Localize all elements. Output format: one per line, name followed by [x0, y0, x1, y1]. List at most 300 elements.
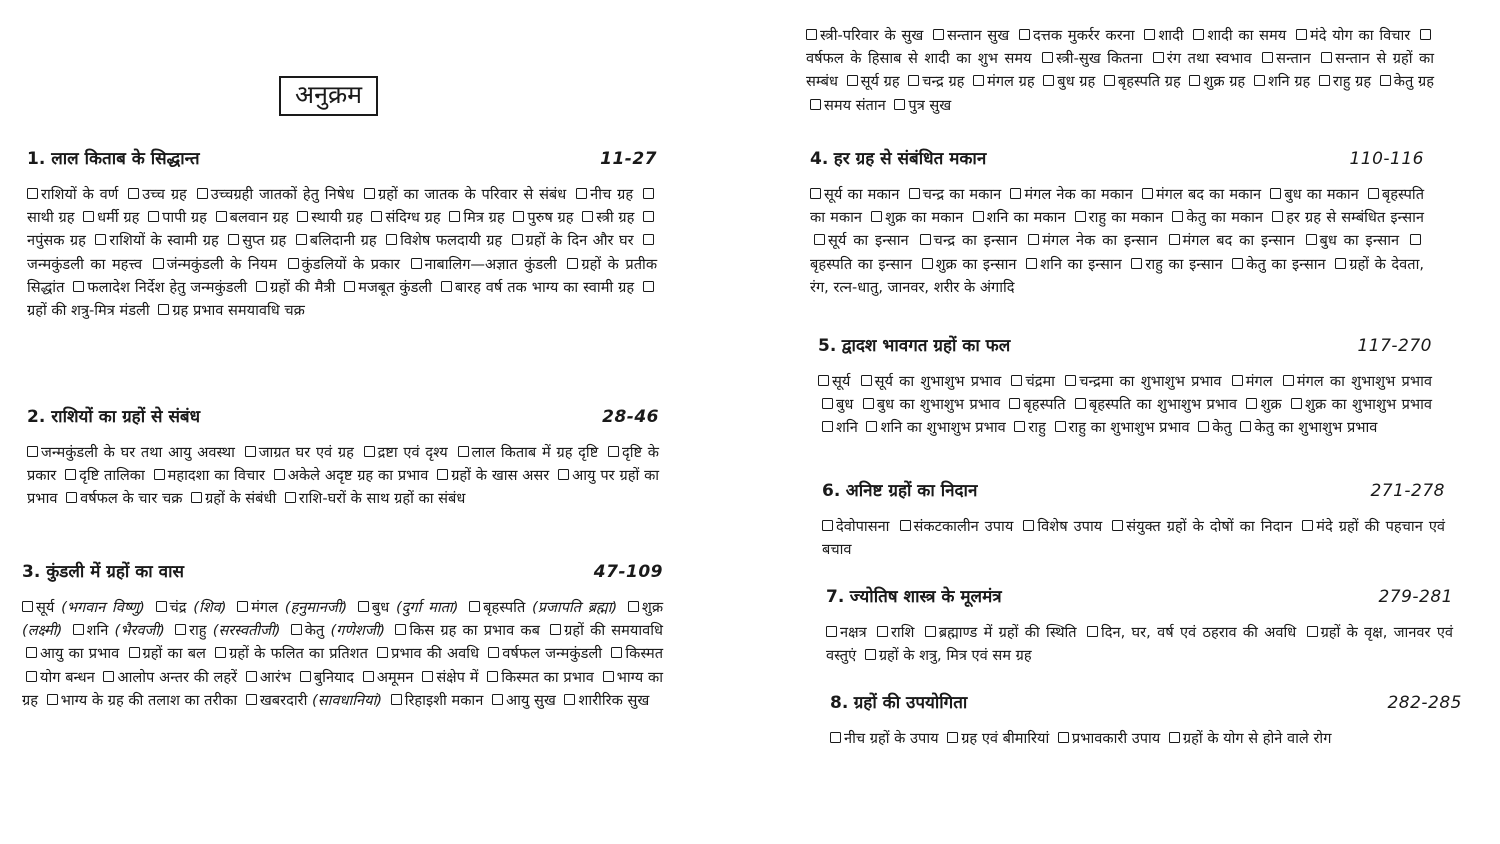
section-heading	[27, 146, 657, 169]
topic-text: ग्रहों के खास असर	[451, 467, 550, 485]
section-heading	[27, 404, 659, 427]
topic-text: दृष्टि तालिका	[79, 467, 145, 485]
topic-item	[465, 599, 617, 616]
topic-text: किस ग्रह का प्रभाव कब	[409, 622, 540, 640]
bullet-square-icon	[1009, 398, 1020, 409]
bullet-square-icon	[1042, 52, 1053, 63]
topic-text: चंद्र	[169, 599, 187, 616]
topic-text: बृहस्पति ग्रह	[1117, 73, 1181, 91]
topic-item	[154, 302, 305, 319]
topic-item	[1292, 27, 1410, 44]
topic-text: वर्षफल के चार चक्र	[80, 490, 183, 508]
topic-item	[1100, 73, 1181, 90]
topic-list	[826, 621, 1453, 667]
topic-text: राहु	[189, 622, 207, 640]
topic-text: विशेष फलदायी ग्रह	[400, 232, 503, 250]
topic-item	[1051, 419, 1190, 436]
bullet-square-icon	[1189, 75, 1200, 86]
right-page	[790, 0, 1490, 844]
bullet-square-icon	[564, 694, 575, 705]
topic-text: मंगल ग्रह	[987, 73, 1035, 91]
bullet-square-icon	[1144, 29, 1155, 40]
topic-item	[861, 647, 1032, 664]
bullet-square-icon	[95, 234, 106, 245]
topic-item	[1061, 373, 1221, 390]
section-title-wrap	[27, 146, 200, 169]
topic-item	[61, 467, 145, 484]
topic-text: शुक्र	[641, 599, 664, 616]
topic-item	[387, 692, 484, 709]
topic-text: केतु	[304, 622, 325, 640]
topic-text: वर्षफल जन्मकुंडली	[502, 645, 603, 663]
topic-text: द्रष्टा एवं दृश्य	[377, 444, 448, 461]
topic-item	[1376, 73, 1434, 90]
topic-text: अकेले अदृष्ट ग्रह का प्रभाव	[287, 467, 429, 485]
bullet-square-icon	[643, 188, 654, 199]
bullet-square-icon	[73, 624, 84, 635]
bullet-square-icon	[245, 446, 256, 457]
topic-text: जंन्मकुंडली के नियम	[166, 255, 277, 273]
page-range: 11-27	[600, 149, 657, 169]
topic-text: बुध का शुभाशुभ प्रभाव	[876, 396, 1000, 414]
bullet-square-icon	[154, 469, 165, 480]
topic-text: मंगल का शुभाशुभ प्रभाव	[1296, 373, 1432, 390]
topic-item	[144, 209, 207, 226]
topic-text: बुध ग्रह	[1057, 73, 1096, 91]
topic-text: आयु पर ग्रहों का प्रभाव	[27, 467, 660, 508]
topic-text: मजबूत कुंडली	[358, 278, 433, 296]
topic-text: केतु ग्रह	[1393, 73, 1434, 91]
bullet-square-icon	[1302, 520, 1313, 531]
topic-item	[1038, 50, 1142, 67]
bullet-square-icon	[1321, 52, 1332, 63]
topic-text: धर्मी ग्रह	[97, 209, 140, 227]
topic-item	[1140, 27, 1183, 44]
topic-item	[1006, 186, 1132, 203]
topic-text: बृहस्पति का शुभाशुभ प्रभाव	[1088, 396, 1237, 414]
topic-text: चन्द्रमा का शुभाशुभ प्रभाव	[1079, 373, 1222, 390]
bullet-square-icon	[822, 421, 833, 432]
topic-item	[79, 209, 139, 226]
bullet-square-icon	[847, 75, 858, 86]
topic-item	[287, 622, 385, 639]
section-title-wrap	[818, 333, 1010, 356]
topic-item	[359, 669, 414, 686]
bullet-square-icon	[1019, 29, 1030, 40]
section-number: 1.	[27, 149, 46, 169]
topic-text: ग्रहों की समयावधि	[564, 622, 664, 640]
topic-item	[1127, 256, 1222, 273]
topic-text: सूर्य	[832, 373, 851, 390]
topic-item	[1168, 209, 1263, 226]
topic-item	[830, 730, 939, 747]
topic-note: (भगवान विष्णु)	[61, 599, 145, 616]
topic-item	[152, 599, 227, 616]
topic-item	[382, 232, 502, 249]
topic-item	[1010, 419, 1046, 436]
section-number: 6.	[822, 481, 841, 501]
bullet-square-icon	[27, 446, 38, 457]
bullet-square-icon	[66, 492, 77, 503]
topic-text: शनि	[836, 419, 858, 437]
topic-item	[890, 97, 951, 114]
topic-text: संदिग्ध ग्रह	[385, 209, 441, 227]
topic-text: प्रभावकारी उपाय	[1071, 730, 1161, 747]
topic-text: कुंडलियों के प्रकार	[301, 255, 400, 273]
bullet-square-icon	[814, 234, 825, 245]
bullet-square-icon	[925, 626, 936, 637]
bullet-square-icon	[973, 75, 984, 86]
topic-text: ग्रहों का बल	[142, 645, 206, 663]
bullet-square-icon	[877, 626, 888, 637]
topic-text: पुरुष ग्रह	[527, 209, 574, 227]
topic-item	[252, 279, 335, 296]
topic-item	[124, 186, 187, 203]
topic-item	[818, 419, 858, 436]
topic-item	[810, 232, 909, 249]
page-range: 282-285	[1387, 693, 1462, 713]
bullet-square-icon	[643, 281, 654, 292]
topic-text: सूर्य का शुभाशुभ प्रभाव	[874, 373, 1002, 390]
topic-item	[488, 692, 556, 709]
topic-item	[340, 279, 432, 296]
bullet-square-icon	[920, 234, 931, 245]
bullet-square-icon	[865, 649, 876, 660]
topic-item	[1071, 396, 1237, 413]
bullet-square-icon	[437, 469, 448, 480]
topic-item	[91, 232, 218, 249]
topic-text: बुध	[371, 599, 390, 616]
topic-text: किस्मत का प्रभाव	[501, 668, 594, 686]
bullet-square-icon	[1283, 375, 1294, 386]
toc-section-2	[27, 404, 659, 511]
topic-text: साथी ग्रह	[27, 209, 75, 227]
topic-text: ग्रह प्रभाव समयावधि चक्र	[172, 302, 305, 320]
topic-text: संक्षेप में	[436, 668, 479, 686]
topic-text: अमूमन	[376, 668, 414, 686]
bullet-square-icon	[1026, 258, 1037, 269]
section-title-wrap	[826, 584, 1002, 607]
topic-text: चंद्रमा	[1025, 373, 1055, 390]
bullet-square-icon	[1254, 75, 1265, 86]
topic-text: शनि का मकान	[986, 209, 1066, 227]
topic-item	[1258, 50, 1311, 67]
topic-text: रंग तथा स्वभाव	[1166, 50, 1252, 68]
topic-text: शादी	[1158, 27, 1184, 44]
topic-text: राशियों के स्वामी ग्रह	[109, 232, 219, 250]
bullet-square-icon	[922, 258, 933, 269]
topic-text: खबरदारी	[259, 691, 308, 709]
topic-text: लाल किताब में ग्रह दृष्टि	[471, 444, 599, 461]
bullet-square-icon	[628, 601, 639, 612]
topic-text: संयुक्त ग्रहों के दोषों का निदान	[1126, 518, 1293, 535]
topic-item	[354, 599, 458, 616]
bullet-square-icon	[1410, 234, 1421, 245]
topic-item	[242, 692, 382, 709]
bullet-square-icon	[900, 520, 911, 531]
toc-section-3	[22, 559, 663, 712]
topic-item	[43, 692, 238, 709]
topic-item	[22, 599, 145, 616]
topic-item	[921, 624, 1077, 641]
bullet-square-icon	[1368, 188, 1379, 199]
topic-text: नीच ग्रह	[590, 186, 634, 203]
topic-text: ग्रहों के वृक्ष, जानवर एवं वस्तुएं	[826, 624, 1454, 665]
topic-item	[1266, 186, 1358, 203]
topic-text: शनि का शुभाशुभ प्रभाव	[880, 419, 1006, 437]
topic-text: आयु का प्रभाव	[40, 645, 120, 663]
topic-text: पापी ग्रह	[162, 209, 207, 227]
page-range: 279-281	[1378, 587, 1453, 607]
topic-text: मंगल बद का इन्सान	[1182, 232, 1295, 250]
bullet-square-icon	[866, 421, 877, 432]
bullet-square-icon	[371, 211, 382, 222]
bullet-square-icon	[492, 694, 503, 705]
topic-item	[373, 645, 479, 662]
topic-text: राहु का इन्सान	[1145, 255, 1223, 273]
bullet-square-icon	[153, 258, 164, 269]
topic-text: हर ग्रह से सम्बंधित इन्सान	[1286, 209, 1424, 227]
topic-item	[1019, 518, 1102, 535]
topic-text: समय संतान	[824, 96, 886, 114]
topic-item	[281, 490, 465, 507]
left-page	[0, 0, 700, 844]
topic-item	[859, 396, 1000, 413]
bullet-square-icon	[567, 258, 578, 269]
bullet-square-icon	[469, 601, 480, 612]
topic-item	[578, 209, 634, 226]
topic-text: राहु का शुभाशुभ प्रभाव	[1068, 419, 1190, 437]
topic-text: दिन, घर, वर्ष एवं ठहराव की अवधि	[1100, 624, 1297, 641]
topic-text: राशि	[890, 624, 915, 641]
topic-list	[830, 727, 1462, 750]
bullet-square-icon	[73, 281, 84, 292]
bullet-square-icon	[582, 211, 593, 222]
topic-text: मंगल नेक का इन्सान	[1042, 232, 1158, 250]
topic-text: नीच ग्रहों के उपाय	[844, 730, 939, 747]
bullet-square-icon	[148, 211, 159, 222]
bullet-square-icon	[441, 281, 452, 292]
topic-item	[1189, 27, 1286, 44]
bullet-square-icon	[1240, 421, 1251, 432]
topic-text: सूर्य का इन्सान	[828, 232, 909, 250]
section-title-wrap	[830, 690, 967, 713]
topic-text: योग बन्धन	[40, 668, 95, 686]
topic-text: बृहस्पति	[483, 599, 526, 616]
bullet-square-icon	[216, 211, 227, 222]
bullet-square-icon	[806, 29, 817, 40]
topic-text: मंदे योग का विचार	[1310, 27, 1411, 44]
topic-text: रिहाइशी मकान	[404, 691, 484, 709]
bullet-square-icon	[1075, 211, 1086, 222]
section-title: अनिष्ट ग्रहों का निदान	[845, 481, 978, 501]
section-heading	[818, 333, 1432, 356]
topic-item	[867, 209, 963, 226]
topic-item	[149, 256, 277, 273]
topic-text: स्त्री-परिवार के सुख	[820, 27, 924, 44]
topic-text: बारह वर्ष तक भाग्य का स्वामी ग्रह	[455, 278, 635, 296]
bullet-square-icon	[26, 647, 37, 658]
section-number: 7.	[826, 587, 845, 607]
bullet-square-icon	[513, 211, 524, 222]
bullet-square-icon	[871, 211, 882, 222]
topic-item	[187, 490, 276, 507]
bullet-square-icon	[822, 398, 833, 409]
topic-note: (हनुमानजी)	[284, 599, 348, 616]
topic-text: बुध	[836, 396, 854, 414]
bullet-square-icon	[643, 234, 654, 245]
topic-text: मंगल	[1245, 373, 1273, 390]
topic-item	[969, 209, 1066, 226]
topic-text: स्त्री-सुख कितना	[1056, 50, 1143, 68]
section-title: लाल किताब के सिद्धान्त	[51, 149, 200, 169]
section-title-wrap	[822, 478, 977, 501]
topic-item	[896, 518, 1014, 535]
bullet-square-icon	[47, 694, 58, 705]
bullet-square-icon	[246, 694, 257, 705]
bullet-square-icon	[1010, 188, 1021, 199]
topic-text: बुनियाद	[313, 668, 355, 686]
topic-text: शुक्र का शुभाशुभ प्रभाव	[1305, 396, 1433, 414]
topic-text: राहु ग्रह	[1332, 73, 1372, 91]
bullet-square-icon	[1014, 421, 1025, 432]
topic-text: शनि ग्रह	[1267, 73, 1311, 91]
bullet-square-icon	[1380, 75, 1391, 86]
topic-item	[1054, 730, 1160, 747]
topic-text: बृहस्पति	[1023, 396, 1066, 414]
bullet-square-icon	[1296, 29, 1307, 40]
bullet-square-icon	[1262, 52, 1273, 63]
bullet-square-icon	[411, 258, 422, 269]
topic-item	[1024, 232, 1157, 249]
topic-text: उच्चग्रही जातकों हेतु निषेध	[210, 186, 355, 203]
topic-list	[818, 370, 1432, 440]
topic-note: (लक्ष्मी)	[22, 622, 63, 640]
topic-item	[1250, 73, 1310, 90]
bullet-square-icon	[291, 624, 302, 635]
bullet-square-icon	[1075, 398, 1086, 409]
section-heading	[826, 584, 1453, 607]
bullet-square-icon	[358, 601, 369, 612]
bullet-square-icon	[395, 624, 406, 635]
topic-text: फलादेश निर्देश हेतु जन्मकुंडली	[87, 278, 248, 296]
topic-item	[929, 27, 1009, 44]
section-title-wrap	[27, 404, 200, 427]
topic-item	[572, 186, 633, 203]
topic-item	[233, 599, 347, 616]
section-number: 2.	[27, 407, 46, 427]
topic-note: (गणेशजी)	[330, 622, 386, 640]
topic-text: नपुंसक ग्रह	[27, 232, 86, 250]
topic-item	[1039, 73, 1095, 90]
bullet-square-icon	[1065, 375, 1076, 386]
topic-text: ग्रहों के देवता, रंग, रत्न-धातु, जानवर, शरीर के अंगादि	[810, 255, 1425, 296]
topic-text: केतु का इन्सान	[1246, 255, 1326, 273]
bullet-square-icon	[246, 671, 257, 682]
topic-text: ग्रहों के योग से होने वाले रोग	[1182, 730, 1332, 747]
topic-item	[69, 622, 165, 639]
topic-text: बृहस्पति का मकान	[810, 186, 1425, 227]
bullet-square-icon	[256, 281, 267, 292]
section-number: 4.	[810, 149, 829, 169]
topic-item	[150, 467, 265, 484]
bullet-square-icon	[1153, 52, 1164, 63]
bullet-square-icon	[27, 188, 38, 199]
topic-list	[22, 596, 663, 712]
topic-text: वर्षफल के हिसाब से शादी का शुभ समय	[806, 50, 1032, 68]
topic-item	[484, 645, 602, 662]
bullet-square-icon	[22, 601, 33, 612]
topic-text: सन्तान से ग्रहों का सम्बंध	[806, 50, 1435, 91]
topic-item	[27, 186, 118, 203]
topic-note: (शिव)	[193, 599, 227, 616]
topic-list	[27, 183, 657, 322]
bullet-square-icon	[363, 671, 374, 682]
topic-item	[483, 669, 594, 686]
topic-item	[1071, 209, 1164, 226]
topic-item	[1242, 396, 1281, 413]
topic-item	[224, 232, 286, 249]
topic-item	[857, 373, 1002, 390]
bullet-square-icon	[1023, 520, 1034, 531]
topic-text: ग्रहों के प्रतीक सिद्धांत	[27, 255, 658, 296]
bullet-square-icon	[191, 492, 202, 503]
topic-text: दृष्टि के प्रकार	[27, 444, 660, 485]
topic-item	[1194, 419, 1232, 436]
bullet-square-icon	[1169, 732, 1180, 743]
topic-item	[27, 444, 235, 461]
topic-item	[211, 645, 368, 662]
topic-note: (प्रजापति ब्रह्मा)	[532, 599, 618, 616]
topic-text: आलोप अन्तर की लहरें	[117, 668, 238, 686]
topic-text: स्त्री ग्रह	[596, 209, 635, 227]
bullet-square-icon	[822, 520, 833, 531]
topic-note: (भैरवजी)	[114, 622, 165, 640]
bullet-square-icon	[377, 647, 388, 658]
bullet-square-icon	[386, 234, 397, 245]
bullet-square-icon	[391, 694, 402, 705]
topic-text: केतु का मकान	[1186, 209, 1264, 227]
topic-item	[918, 256, 1017, 273]
section-heading	[22, 559, 663, 582]
topic-text: देवोपासना	[836, 518, 890, 535]
topic-text: मंगल नेक का मकान	[1024, 186, 1133, 203]
topic-item	[270, 467, 429, 484]
topic-text: शारीरिक सुख	[578, 691, 650, 709]
section-title: राशियों का ग्रहों से संबंध	[51, 407, 201, 427]
topic-text: उच्च ग्रह	[142, 186, 187, 203]
topic-item	[193, 186, 354, 203]
topic-item	[1007, 373, 1055, 390]
topic-text: ग्रहों की शत्रु-मित्र मंडली	[27, 302, 150, 320]
bullet-square-icon	[65, 469, 76, 480]
bullet-square-icon	[1193, 29, 1204, 40]
topic-item	[22, 669, 95, 686]
topic-item	[826, 624, 867, 641]
topic-text: जाग्रत घर एवं ग्रह	[258, 444, 354, 461]
bullet-square-icon	[1112, 520, 1123, 531]
topic-list	[27, 441, 659, 511]
topic-text: ग्रहों के संबंधी	[205, 490, 277, 508]
topic-text: किस्मत	[625, 645, 664, 663]
section-title: हर ग्रह से संबंधित मकान	[833, 149, 987, 169]
topic-item	[1083, 624, 1296, 641]
topic-item	[1015, 27, 1135, 44]
topic-item	[1268, 209, 1424, 226]
topic-item	[125, 645, 206, 662]
topic-text: शुक्र का मकान	[885, 209, 964, 227]
topic-item	[445, 209, 504, 226]
